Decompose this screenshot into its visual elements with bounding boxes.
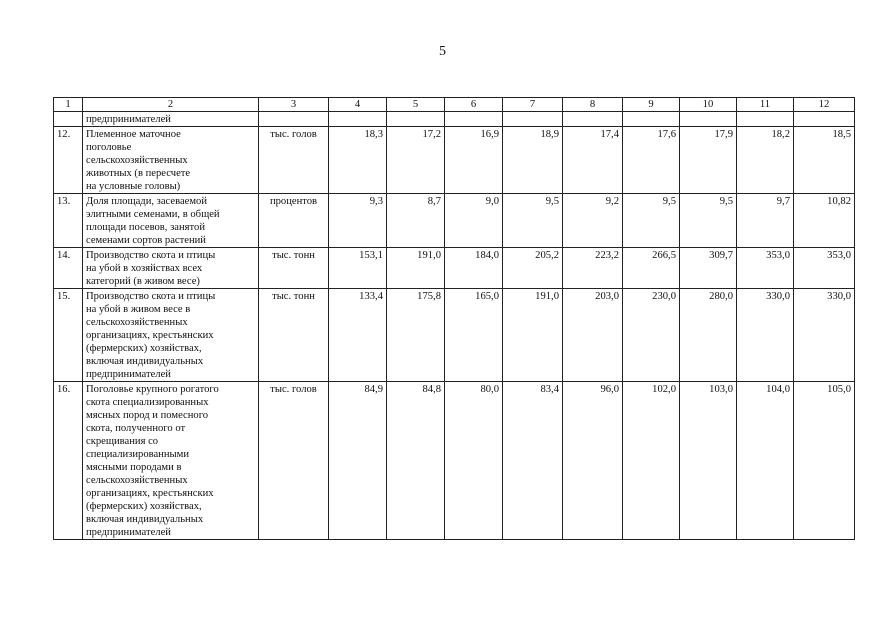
table-header-row <box>54 98 855 112</box>
column-header-6: 6 <box>445 98 503 112</box>
column-header-1: 1 <box>54 98 83 112</box>
value-cell: 133,4 <box>329 289 387 382</box>
value-cell: 84,9 <box>329 382 387 540</box>
value-cell: 80,0 <box>445 382 503 540</box>
indicator-name-line: площади посевов, занятой <box>86 222 205 233</box>
value-cell: 184,0 <box>445 248 503 289</box>
value-cell: 9,2 <box>563 194 623 248</box>
value-cell: 18,2 <box>737 127 794 194</box>
indicator-name-line: (фермерских) хозяйствах, <box>86 343 202 354</box>
indicator-name-line: сельскохозяйственных <box>86 475 188 486</box>
column-header-4: 4 <box>329 98 387 112</box>
value-cell: 17,6 <box>623 127 680 194</box>
value-cell: 191,0 <box>503 289 563 382</box>
unit-cell: процентов <box>259 194 329 248</box>
indicator-name-line: предпринимателей <box>86 527 171 538</box>
value-cell: 9,7 <box>737 194 794 248</box>
indicator-name-line: (фермерских) хозяйствах, <box>86 501 202 512</box>
value-cell: 191,0 <box>387 248 445 289</box>
data-table <box>53 97 855 540</box>
value-cell: 10,82 <box>794 194 855 248</box>
continuation-row <box>54 112 855 127</box>
value-cell: 9,5 <box>623 194 680 248</box>
indicator-name-line: Поголовье крупного рогатого <box>86 384 219 395</box>
value-cell: 9,3 <box>329 194 387 248</box>
value-cell: 230,0 <box>623 289 680 382</box>
value-cell: 83,4 <box>503 382 563 540</box>
row-number: 14. <box>54 248 83 289</box>
indicator-name <box>83 194 259 248</box>
indicator-name-line: включая индивидуальных <box>86 514 204 525</box>
unit-cell: тыс. тонн <box>259 289 329 382</box>
value-cell: 105,0 <box>794 382 855 540</box>
indicator-name-line: животных (в пересчете <box>86 168 191 179</box>
value-cell: 9,5 <box>503 194 563 248</box>
value-cell: 103,0 <box>680 382 737 540</box>
unit-cell: тыс. голов <box>259 127 329 194</box>
indicator-name-line: категорий (в живом весе) <box>86 276 200 287</box>
page-number: 5 <box>439 44 446 59</box>
column-header-5: 5 <box>387 98 445 112</box>
indicator-name-line: Доля площади, засеваемой <box>86 196 208 207</box>
indicator-name <box>83 127 259 194</box>
value-cell: 16,9 <box>445 127 503 194</box>
value-cell: 266,5 <box>623 248 680 289</box>
value-cell: 353,0 <box>794 248 855 289</box>
unit-cell: тыс. голов <box>259 382 329 540</box>
indicator-name-line: предпринимателей <box>86 369 171 380</box>
value-cell: 165,0 <box>445 289 503 382</box>
column-header-12: 12 <box>794 98 855 112</box>
column-header-2: 2 <box>83 98 259 112</box>
value-cell: 330,0 <box>737 289 794 382</box>
value-cell: 96,0 <box>563 382 623 540</box>
column-header-3: 3 <box>259 98 329 112</box>
indicator-name-line: организациях, крестьянских <box>86 488 214 499</box>
value-cell: 17,2 <box>387 127 445 194</box>
value-cell: 205,2 <box>503 248 563 289</box>
continuation-index-cell <box>54 112 83 127</box>
value-cell: 280,0 <box>680 289 737 382</box>
indicator-name-line: поголовье <box>86 142 132 153</box>
value-cell: 18,5 <box>794 127 855 194</box>
indicator-name-line: Производство скота и птицы <box>86 250 216 261</box>
row-number: 12. <box>54 127 83 194</box>
column-header-9: 9 <box>623 98 680 112</box>
value-cell: 17,4 <box>563 127 623 194</box>
indicator-name-line: Племенное маточное <box>86 129 181 140</box>
indicator-name-line: мясными породами в <box>86 462 182 473</box>
indicator-name-line: специализированными <box>86 449 190 460</box>
value-cell: 153,1 <box>329 248 387 289</box>
table-row <box>54 382 855 540</box>
value-cell: 175,8 <box>387 289 445 382</box>
value-cell: 18,9 <box>503 127 563 194</box>
value-cell: 102,0 <box>623 382 680 540</box>
indicator-name-line: сельскохозяйственных <box>86 155 188 166</box>
indicator-name-line: организациях, крестьянских <box>86 330 214 341</box>
column-header-10: 10 <box>680 98 737 112</box>
indicator-name-line: Производство скота и птицы <box>86 291 216 302</box>
value-cell: 9,5 <box>680 194 737 248</box>
indicator-name-line: мясных пород и помесного <box>86 410 209 421</box>
column-header-11: 11 <box>737 98 794 112</box>
indicator-name-line: сельскохозяйственных <box>86 317 188 328</box>
row-number: 16. <box>54 382 83 540</box>
row-number: 15. <box>54 289 83 382</box>
value-cell: 330,0 <box>794 289 855 382</box>
indicator-name-line: включая индивидуальных <box>86 356 204 367</box>
row-number: 13. <box>54 194 83 248</box>
value-cell: 353,0 <box>737 248 794 289</box>
value-cell: 9,0 <box>445 194 503 248</box>
value-cell: 17,9 <box>680 127 737 194</box>
value-cell: 203,0 <box>563 289 623 382</box>
value-cell: 104,0 <box>737 382 794 540</box>
value-cell: 84,8 <box>387 382 445 540</box>
column-header-8: 8 <box>563 98 623 112</box>
indicator-name <box>83 289 259 382</box>
indicator-name <box>83 382 259 540</box>
table-row <box>54 289 855 382</box>
table-row <box>54 127 855 194</box>
value-cell: 18,3 <box>329 127 387 194</box>
indicator-name-line: скота, полученного от <box>86 423 186 434</box>
table-row <box>54 194 855 248</box>
indicator-name-line: на убой в живом весе в <box>86 304 191 315</box>
indicator-name-line: элитными семенами, в общей <box>86 209 220 220</box>
indicator-name-line: на убой в хозяйствах всех <box>86 263 203 274</box>
column-header-7: 7 <box>503 98 563 112</box>
table-row <box>54 248 855 289</box>
indicator-name-line: семенами сортов растений <box>86 235 206 246</box>
unit-cell: тыс. тонн <box>259 248 329 289</box>
indicator-name-line: на условные головы) <box>86 181 181 192</box>
indicator-name <box>83 248 259 289</box>
continuation-text: предпринимателей <box>83 112 259 127</box>
value-cell: 223,2 <box>563 248 623 289</box>
value-cell: 309,7 <box>680 248 737 289</box>
indicator-name-line: скрещивания со <box>86 436 159 447</box>
value-cell: 8,7 <box>387 194 445 248</box>
indicator-name-line: скота специализированных <box>86 397 209 408</box>
